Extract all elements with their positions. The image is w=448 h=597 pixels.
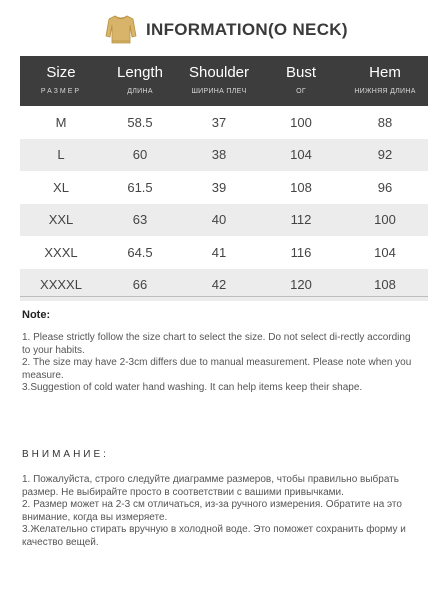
header	[0, 10, 448, 50]
column-header-sublabel: ДЛИНА	[127, 88, 153, 95]
table-cell: 116	[260, 236, 342, 269]
note-list	[22, 332, 420, 395]
table-cell: 58.5	[102, 106, 178, 139]
table-header-row	[20, 56, 428, 106]
table-cell: 64.5	[102, 236, 178, 269]
table-row	[20, 236, 428, 269]
table-cell: 92	[342, 139, 428, 172]
column-header-label: Bust	[285, 64, 316, 81]
table-cell: 60	[102, 139, 178, 172]
warning-item: 2. Размер может на 2-3 см отличаться, из-за ручного измерения. Обратите на это внимание, когда вы измеряете.	[22, 499, 402, 523]
table-cell: XXXXL	[20, 269, 102, 302]
column-header-length	[102, 56, 178, 106]
table-cell: 108	[260, 171, 342, 204]
note-item: 1. Please strictly follow the size chart to select the size. Do not select di-rectly according to your habits.	[22, 332, 411, 356]
column-header-hem	[342, 56, 428, 106]
column-header-label: Shoulder	[188, 64, 250, 81]
table-cell: 42	[178, 269, 260, 302]
column-header-sublabel: РАЗМЕР	[40, 88, 82, 95]
table-cell: 66	[102, 269, 178, 302]
table-cell: L	[20, 139, 102, 172]
column-header-sublabel: ОГ	[296, 88, 306, 95]
table-cell: 96	[342, 171, 428, 204]
table-cell: 100	[342, 204, 428, 237]
table-row	[20, 139, 428, 172]
column-header-bust	[260, 56, 342, 106]
page-title: INFORMATION(O NECK)	[146, 20, 348, 39]
table-cell: M	[20, 106, 102, 139]
table-cell: 108	[342, 269, 428, 302]
warning-item: 3.Желательно стирать вручную в холодной воде. Это поможет сохранить форму и качество вещей.	[22, 524, 406, 548]
warning-list	[22, 474, 422, 550]
sweater-icon	[104, 12, 138, 46]
table-cell: XXL	[20, 204, 102, 237]
column-header-size	[20, 56, 102, 106]
table-row	[20, 204, 428, 237]
table-cell: XL	[20, 171, 102, 204]
note-item: 3.Suggestion of cold water hand washing. It can help items keep their shape.	[22, 382, 363, 394]
column-header-shoulder	[178, 56, 260, 106]
table-cell: 38	[178, 139, 260, 172]
table-cell: 112	[260, 204, 342, 237]
table-cell: 120	[260, 269, 342, 302]
note-heading: Note:	[22, 309, 51, 321]
table-cell: 40	[178, 204, 260, 237]
table-cell: 39	[178, 171, 260, 204]
table-row	[20, 106, 428, 139]
table-cell: 61.5	[102, 171, 178, 204]
column-header-sublabel: НИЖНЯЯ ДЛИНА	[354, 88, 416, 95]
table-cell: 100	[260, 106, 342, 139]
column-header-label: Length	[117, 64, 163, 81]
table-cell: 104	[260, 139, 342, 172]
column-header-label: Hem	[369, 64, 401, 81]
warning-heading: ВНИМАНИЕ:	[22, 449, 109, 460]
table-cell: 88	[342, 106, 428, 139]
size-chart-table	[20, 56, 428, 301]
warning-item: 1. Пожалуйста, строго следуйте диаграмме размеров, чтобы правильно выбрать размер. Не выбирайте просто в соответствии с вашими привычками.	[22, 474, 399, 498]
note-item: 2. The size may have 2-3cm differs due to manual measurement. Please note when you measure.	[22, 357, 412, 381]
table-cell: 41	[178, 236, 260, 269]
table-cell: XXXL	[20, 236, 102, 269]
table-row	[20, 171, 428, 204]
table-cell: 37	[178, 106, 260, 139]
section-divider	[20, 296, 428, 297]
column-header-sublabel: ШИРИНА ПЛЕЧ	[191, 88, 247, 95]
table-cell: 104	[342, 236, 428, 269]
column-header-label: Size	[46, 64, 76, 81]
table-cell: 63	[102, 204, 178, 237]
